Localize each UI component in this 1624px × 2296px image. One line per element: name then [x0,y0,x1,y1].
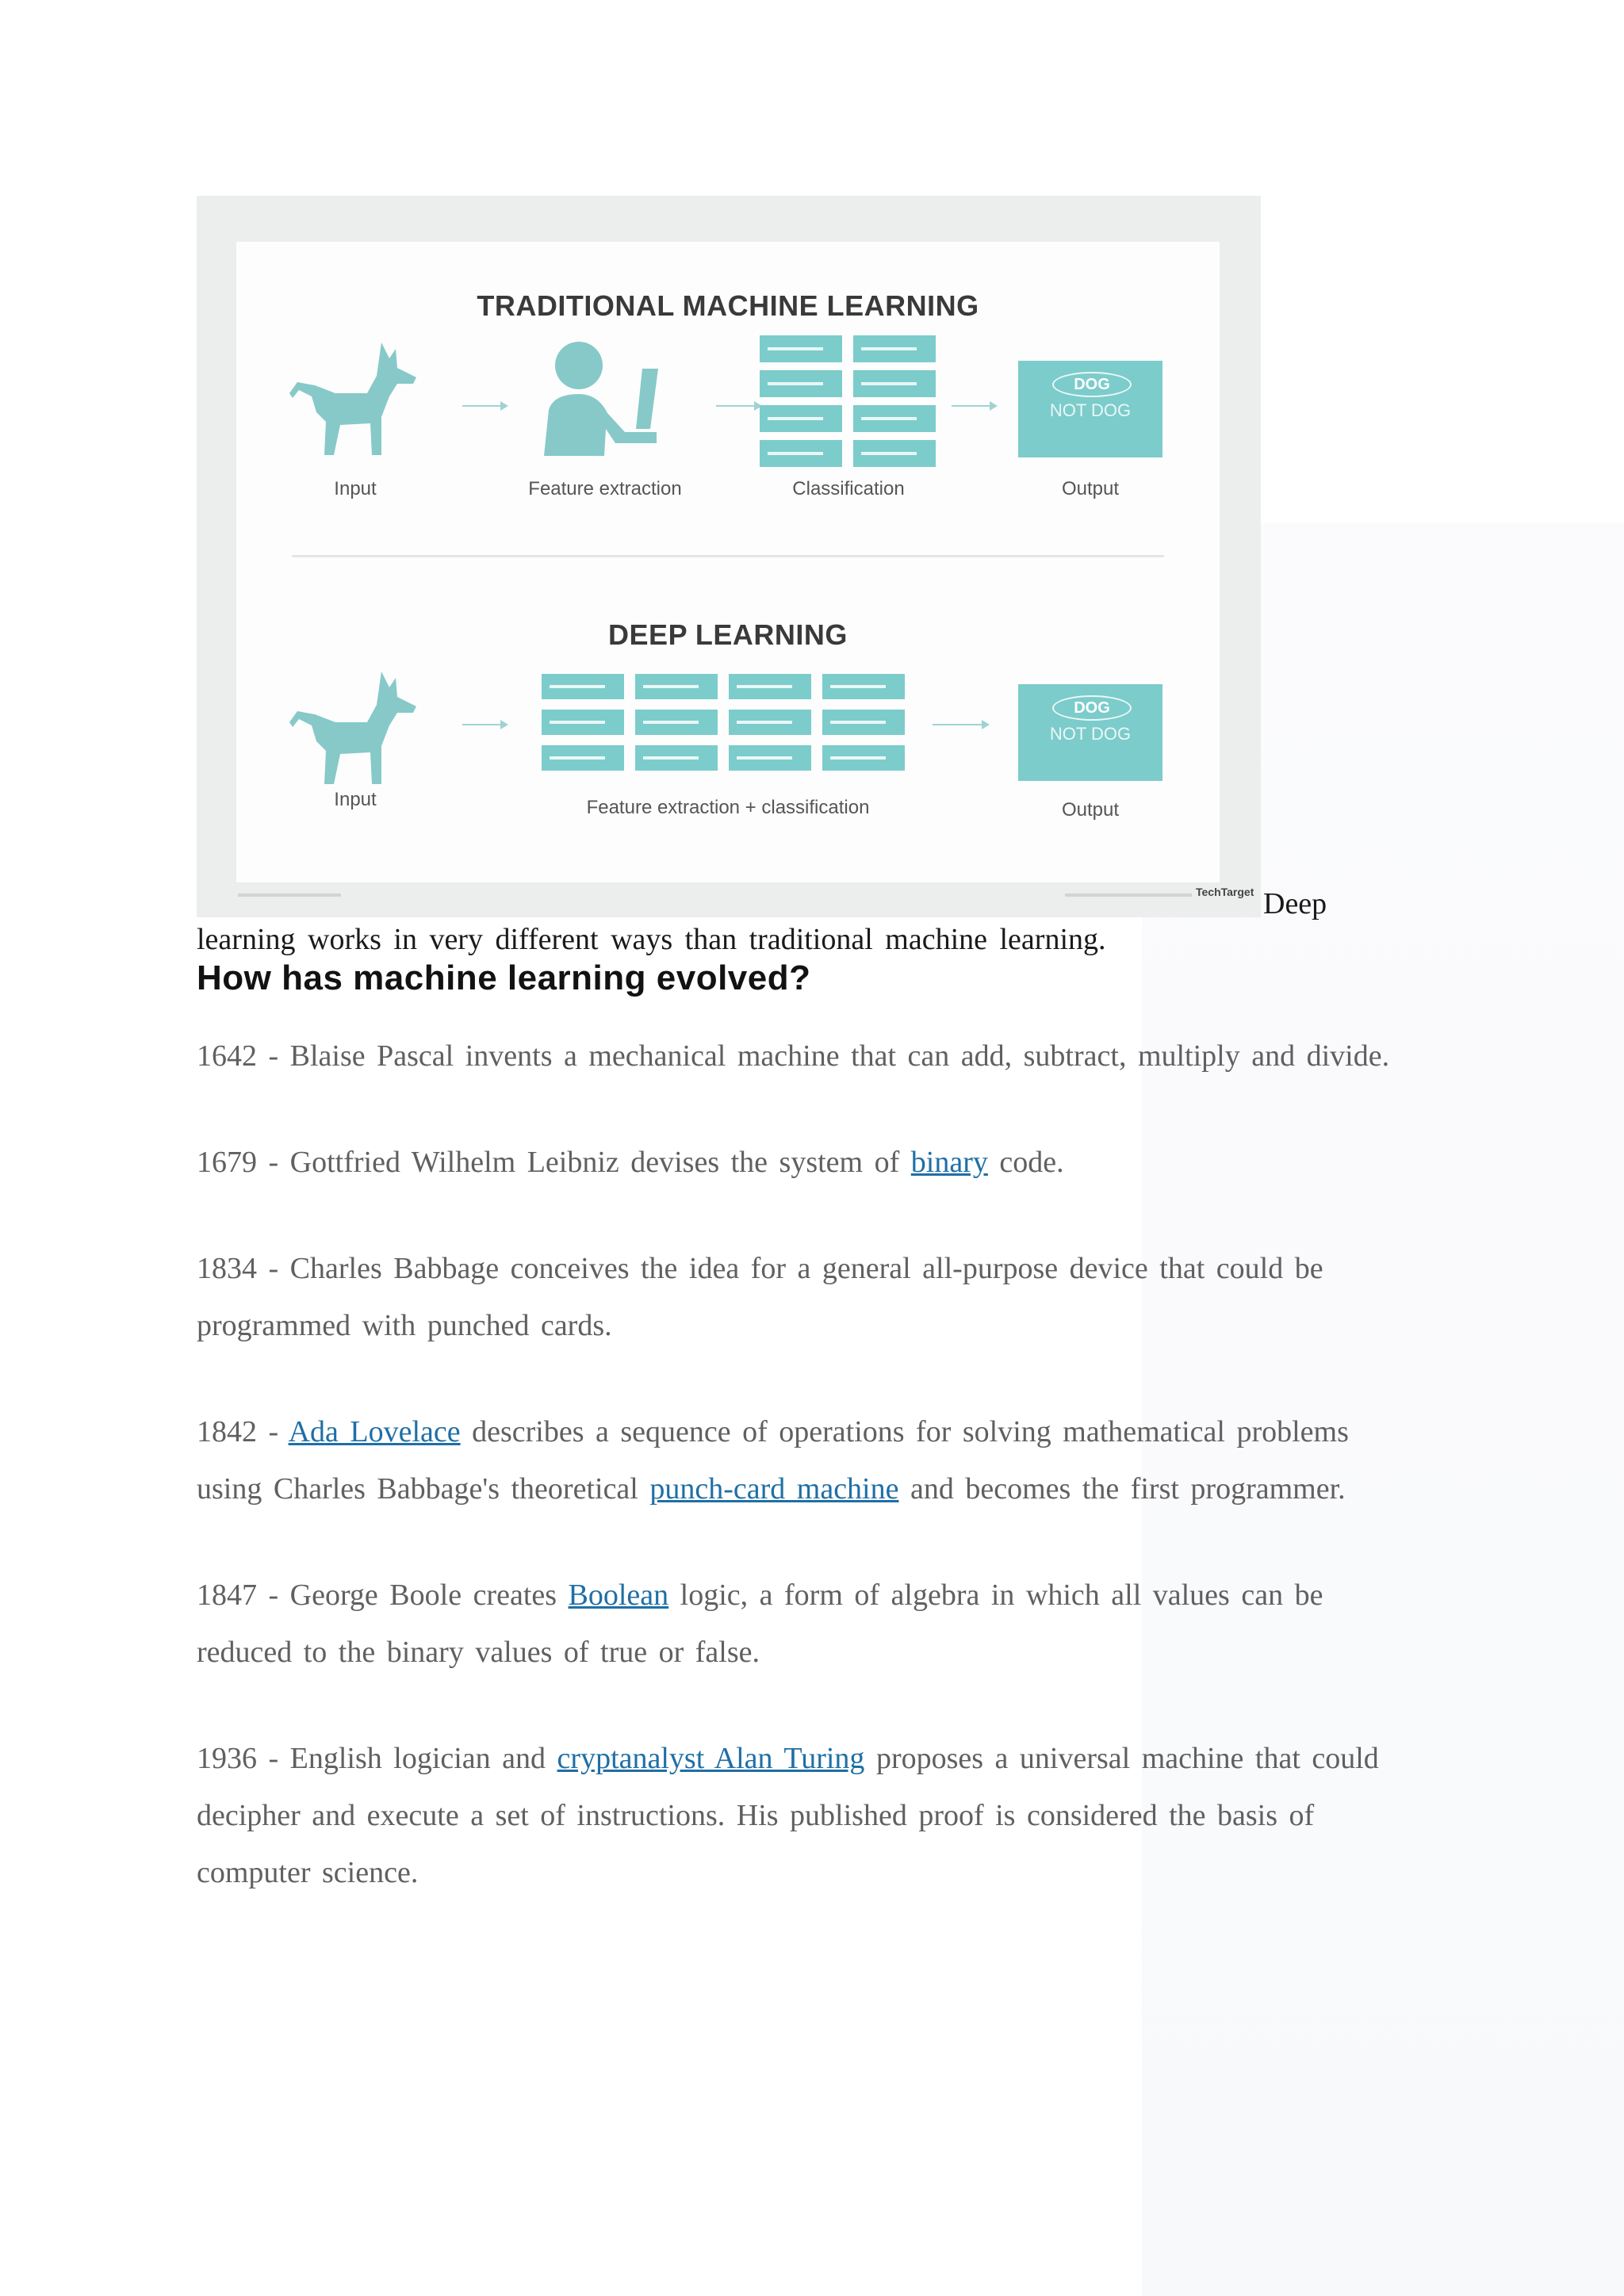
figure-caption-start: Deep [1263,887,1327,920]
label-input: Input [334,478,377,499]
dog-input-icon [288,341,423,460]
arrow-icon [716,405,760,407]
arrow-icon [952,405,996,407]
traditional-ml-title: TRADITIONAL MACHINE LEARNING [477,289,979,322]
timeline-entry-1842: 1842 - Ada Lovelace describes a sequence of operations for solving mathematical problems using Charles Babbage's theoretical punch-card machine and becomes the first programmer. [197,1415,1349,1506]
label-feature-extraction-classification: Feature extraction + classification [586,797,870,818]
label-input: Input [334,789,377,810]
figure-footer-line [238,894,341,897]
ml-comparison-figure [197,196,1261,917]
timeline-list [197,1027,1410,1950]
timeline-entry-1679: 1679 - Gottfried Wilhelm Leibniz devises the system of binary code. [197,1146,1064,1179]
label-classification: Classification [792,478,905,499]
output-dog-label: DOG [1052,372,1132,397]
ada-lovelace-link[interactable]: Ada Lovelace [288,1415,461,1448]
section-heading: How has machine learning evolved? [197,959,811,997]
output-dog-label: DOG [1052,695,1132,721]
punch-card-machine-link[interactable]: punch-card machine [649,1472,899,1506]
output-not-dog-label: NOT DOG [1049,724,1132,744]
timeline-entry-1834: 1834 - Charles Babbage conceives the idea for a general all-purpose device that could be programmed with punched cards. [197,1252,1323,1342]
techtarget-logo: TechTarget [1196,886,1254,898]
classification-grid-icon [760,335,937,469]
label-feature-extraction: Feature extraction [528,478,682,499]
timeline-entry-1642: 1642 - Blaise Pascal invents a mechanical machine that can add, subtract, multiply and divide. [197,1039,1390,1073]
figure-divider [292,555,1164,557]
person-at-computer-icon [538,337,672,464]
label-output: Output [1061,799,1120,821]
boolean-link[interactable]: Boolean [568,1578,669,1612]
output-not-dog-label: NOT DOG [1049,400,1132,420]
output-box [1018,684,1162,781]
timeline-entry-1847: 1847 - George Boole creates Boolean logic, a form of algebra in which all values can be reduced to the binary values of true or false. [197,1578,1323,1669]
binary-link[interactable]: binary [910,1146,988,1179]
arrow-icon [933,724,988,725]
arrow-icon [462,405,507,407]
cryptanalyst-alan-turing-link[interactable]: cryptanalyst Alan Turing [557,1742,865,1775]
timeline-entry-1936: 1936 - English logician and cryptanalyst Alan Turing proposes a universal machine that could decipher and execute a set of instructions. His published proof is considered the basis of computer science. [197,1742,1379,1889]
deep-learning-title: DEEP LEARNING [608,618,848,651]
output-box [1018,361,1162,457]
label-output: Output [1061,478,1120,499]
feature-classification-grid-icon [542,674,906,774]
dog-input-icon [288,670,423,789]
figure-panel [236,242,1220,882]
figure-footer-line [1065,894,1192,897]
arrow-icon [462,724,507,725]
figure-caption: learning works in very different ways than traditional machine learning. [197,923,1106,956]
